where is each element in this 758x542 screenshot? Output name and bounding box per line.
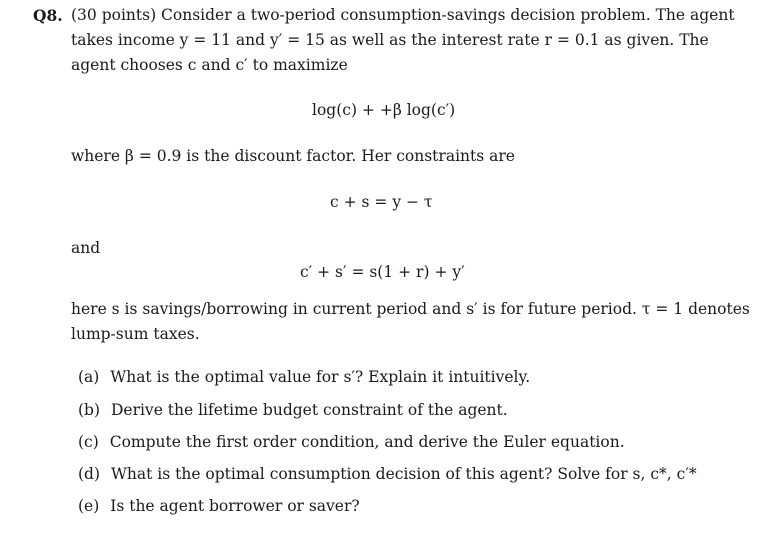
part-text: What is the optimal consumption decision of this agent? Solve for s, c*, c′*: [110, 465, 697, 483]
savings-description-line-1: here s is savings/borrowing in current period and s′ is for future period. τ = 1 denotes: [71, 300, 750, 318]
part-label: (a): [78, 368, 100, 386]
part-text: What is the optimal value for s′? Explain it intuitively.: [110, 368, 531, 386]
part-text: Derive the lifetime budget constraint of the agent.: [110, 401, 508, 419]
constraint-1-equation: c + s = y − τ: [330, 193, 433, 211]
part-a: [78, 368, 530, 386]
part-b: [78, 401, 508, 419]
constraint-2-equation: c′ + s′ = s(1 + r) + y′: [300, 263, 465, 281]
part-label: (e): [78, 497, 100, 515]
part-e: [78, 497, 360, 515]
discount-factor-text: where β = 0.9 is the discount factor. Her constraints are: [71, 147, 515, 165]
part-label: (d): [78, 465, 101, 483]
part-label: (b): [78, 401, 101, 419]
part-d: [78, 465, 697, 483]
question-intro-line-2: takes income y = 11 and y′ = 15 as well as the interest rate r = 0.1 as given. The: [71, 31, 709, 49]
part-c: [78, 433, 625, 451]
part-text: Is the agent borrower or saver?: [110, 497, 360, 515]
part-text: Compute the first order condition, and derive the Euler equation.: [109, 433, 625, 451]
question-number: Q8.: [33, 6, 63, 25]
question-intro-line-1: (30 points) Consider a two-period consumption-savings decision problem. The agent: [71, 6, 735, 24]
savings-description-line-2: lump-sum taxes.: [71, 325, 200, 343]
and-label: and: [71, 239, 101, 257]
question-intro-line-3: agent chooses c and c′ to maximize: [71, 56, 348, 74]
part-label: (c): [78, 433, 99, 451]
objective-equation: log(c) + +β log(c′): [312, 101, 456, 119]
